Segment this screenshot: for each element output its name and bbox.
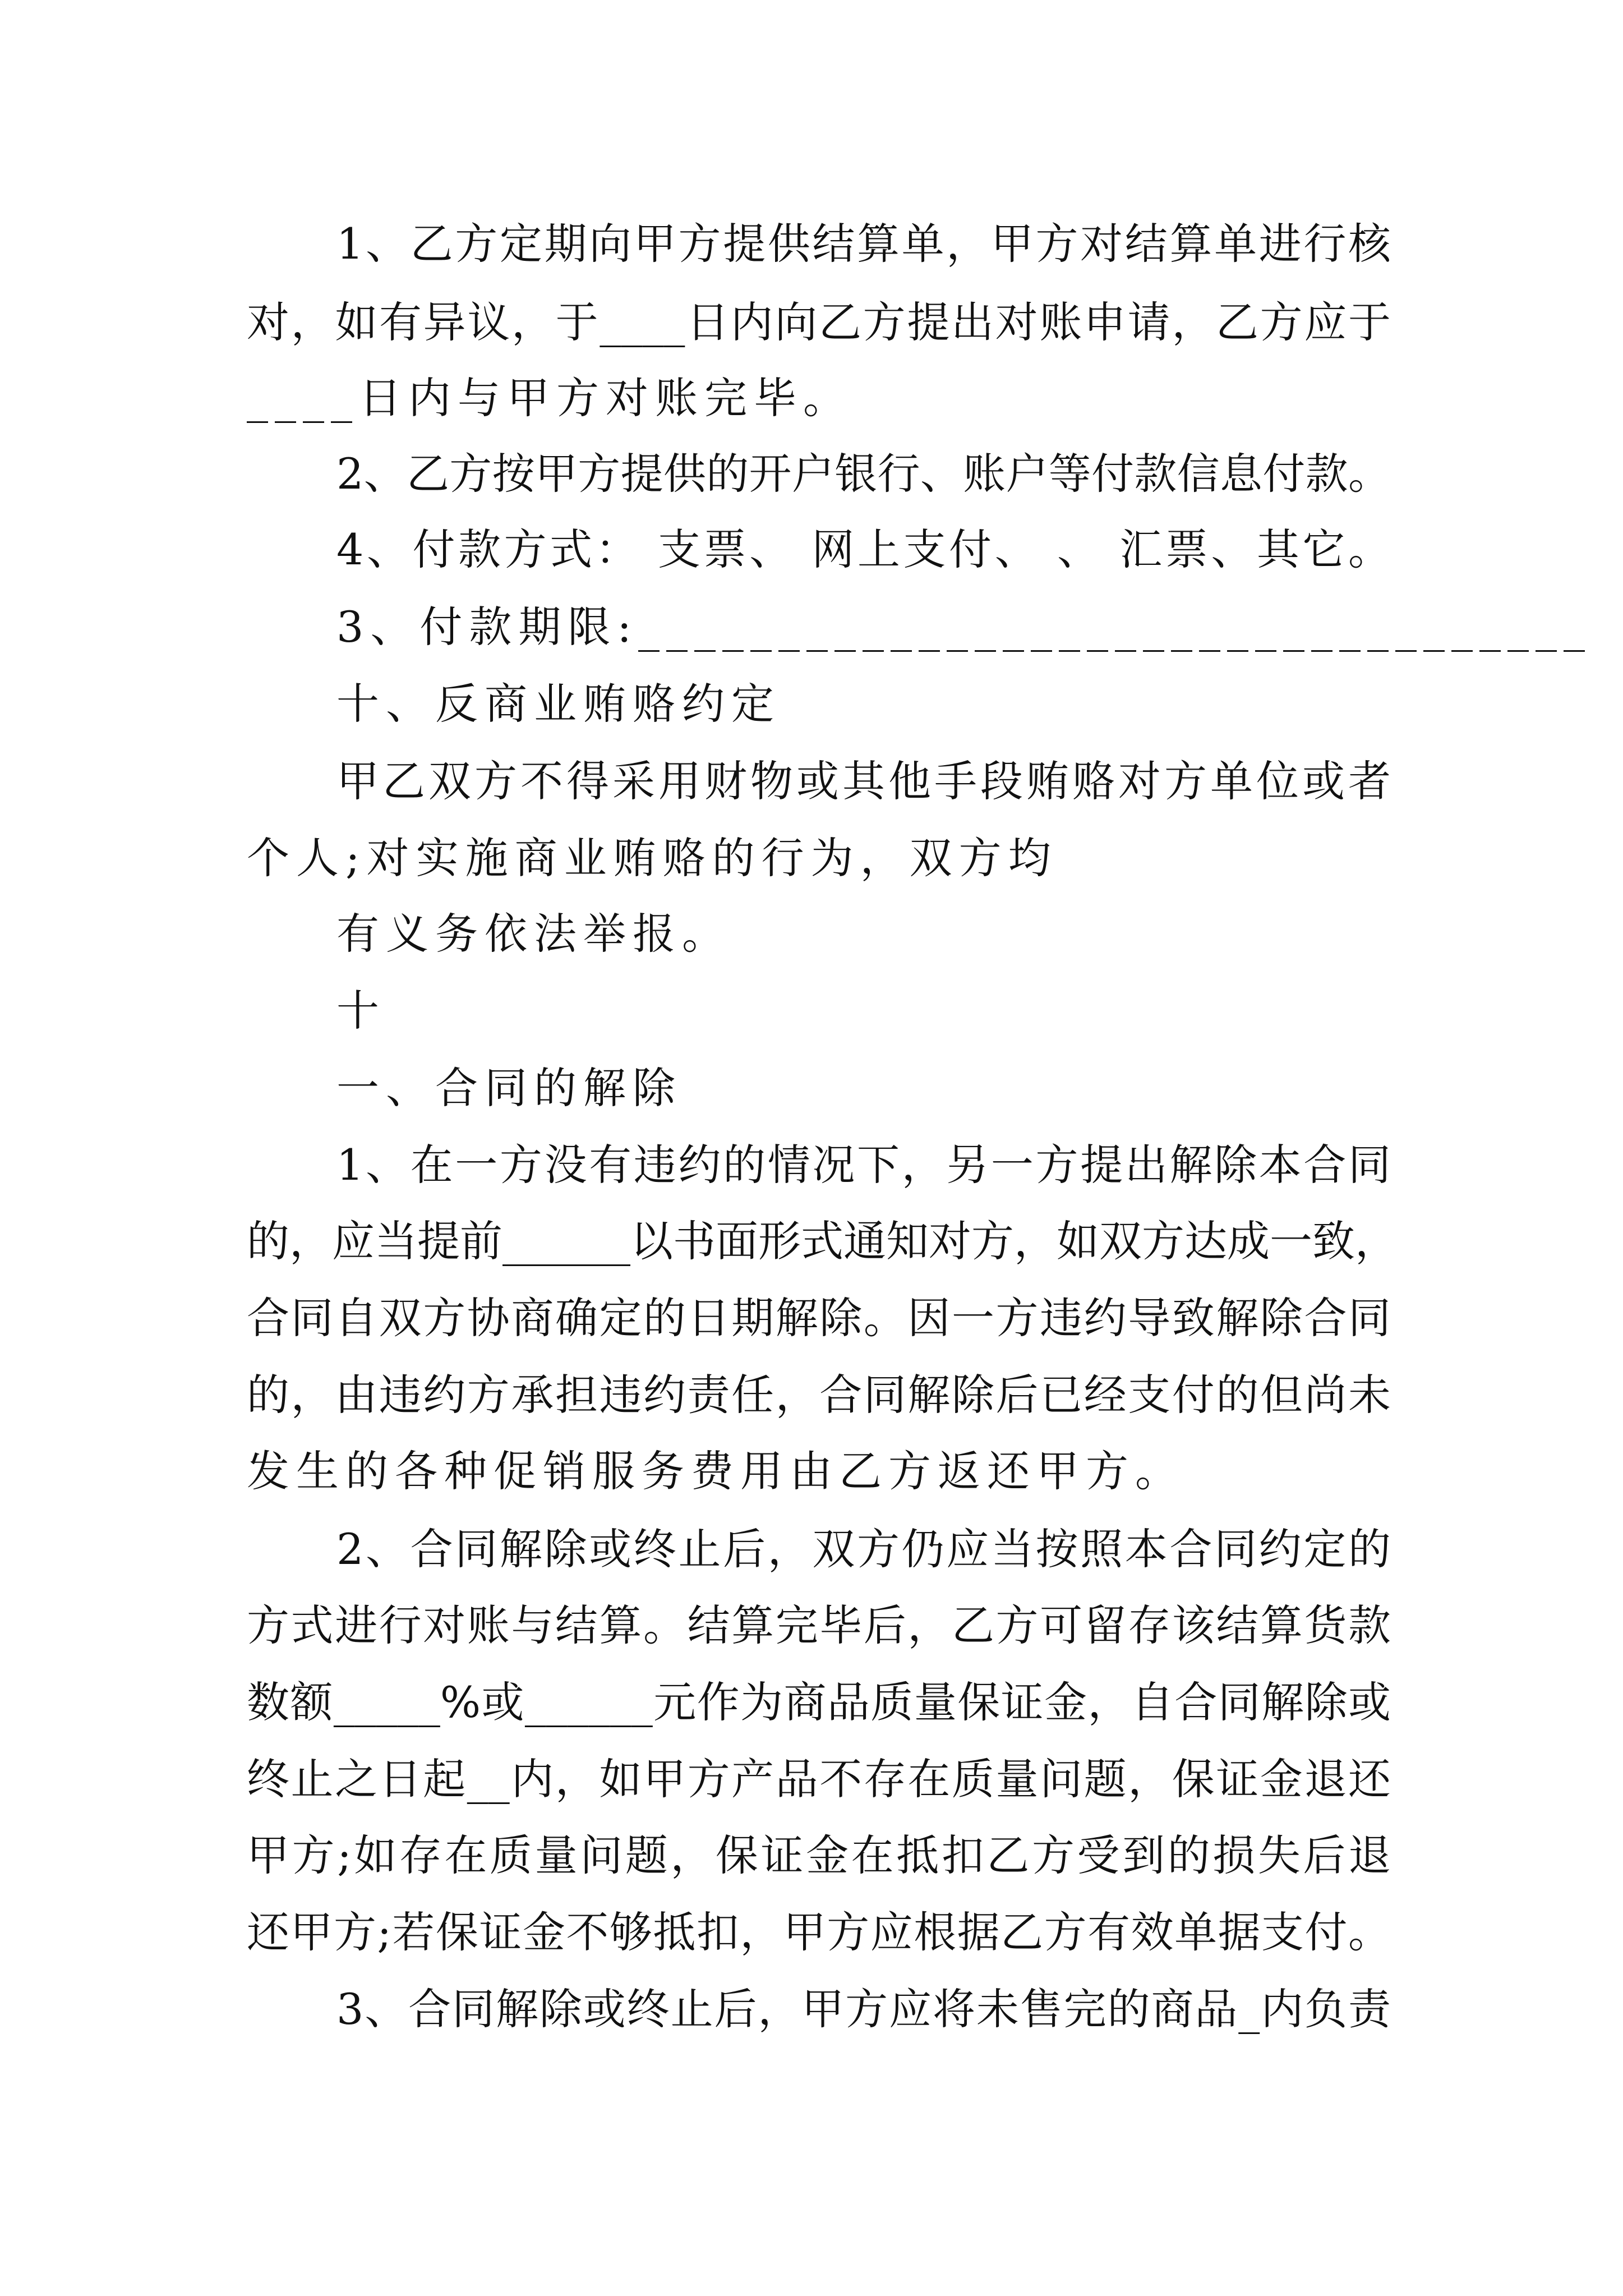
text-line: 合同自双方协商确定的日期解除。因一方违约导致解除合同 bbox=[247, 1293, 1391, 1343]
text-line: ____日内与甲方对账完毕。 bbox=[247, 373, 852, 423]
text-line: 还甲方;若保证金不够抵扣，甲方应根据乙方有效单据支付。 bbox=[247, 1907, 1391, 1957]
text-line: 方式进行对账与结算。结算完毕后，乙方可留存该结算货款 bbox=[247, 1600, 1391, 1650]
text-line: 发生的各种促销服务费用由乙方返还甲方。 bbox=[247, 1446, 1184, 1496]
text-line: 终止之日起__内，如甲方产品不存在质量问题，保证金退还 bbox=[247, 1754, 1391, 1804]
section-heading: 十、反商业贿赂约定 bbox=[336, 679, 781, 729]
text-line: 3、合同解除或终止后，甲方应将未售完的商品_内负责 bbox=[336, 1984, 1391, 2034]
text-line: 的，应当提前______以书面形式通知对方，如双方达成一致， bbox=[247, 1216, 1398, 1266]
text-line: 1、乙方定期向甲方提供结算单，甲方对结算单进行核 bbox=[336, 219, 1391, 269]
text-line: 个人;对实施商业贿赂的行为，双方均 bbox=[247, 833, 1058, 883]
text-line: 数额_____%或______元作为商品质量保证金，自合同解除或 bbox=[247, 1677, 1391, 1727]
section-heading: 一、合同的解除 bbox=[336, 1063, 682, 1113]
text-line: 1、在一方没有违约的情况下，另一方提出解除本合同 bbox=[336, 1140, 1391, 1190]
text-line: 2、合同解除或终止后，双方仍应当按照本合同约定的 bbox=[336, 1524, 1391, 1574]
text-line: 3、付款期限:__________________________________ bbox=[336, 602, 1592, 652]
text-line: 有义务依法举报。 bbox=[336, 909, 731, 959]
text-line: 的，由违约方承担违约责任，合同解除后已经支付的但尚未 bbox=[247, 1370, 1391, 1420]
text-line: 对，如有异议，于____日内向乙方提出对账申请，乙方应于 bbox=[247, 297, 1391, 347]
text-line: 2、乙方按甲方提供的开户银行、账户等付款信息付款。 bbox=[336, 449, 1391, 499]
text-line: 甲乙双方不得采用财物或其他手段贿赂对方单位或者 bbox=[336, 756, 1391, 806]
text-line: 4、付款方式： 支票、 网上支付、 、 汇票、其它。 bbox=[336, 524, 1391, 574]
text-line: 甲方;如存在质量问题，保证金在抵扣乙方受到的损失后退 bbox=[247, 1830, 1391, 1880]
section-heading: 十 bbox=[336, 986, 386, 1036]
